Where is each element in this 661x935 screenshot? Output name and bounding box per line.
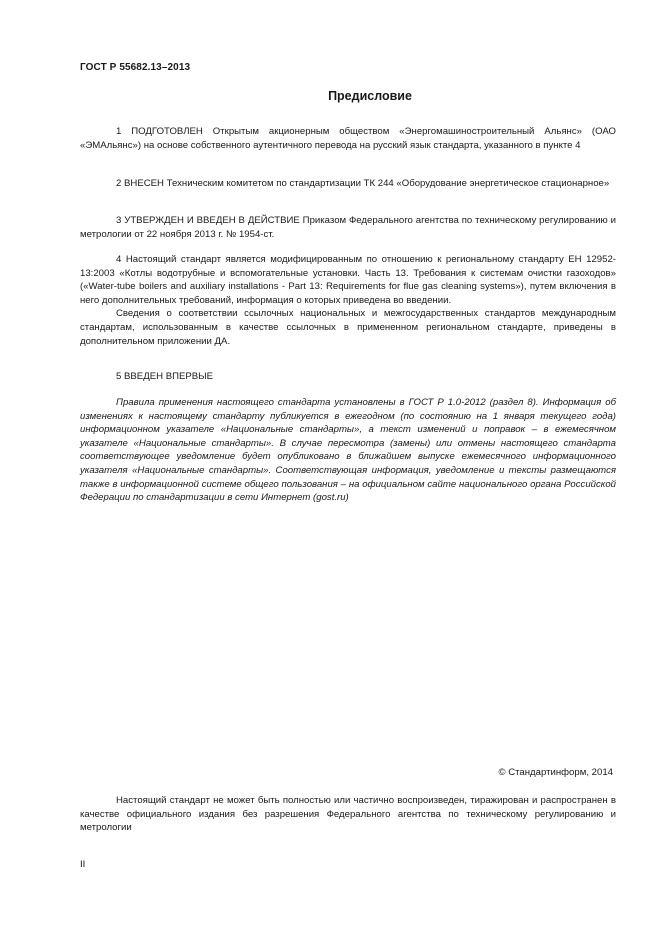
paragraph: 4 Настоящий стандарт является модифицированным по отношению к региональному стандарту ЕН 12952-13:2003 «Котлы водотрубные и вспомогательные установки. Часть 13. Требования к системам очистки газоходов» («Water-tube boilers and auxiliary installations - Part 13: Requirements for flue gas cleaning systems»), путем включения в него дополнительных требований, информация о которых приведена во введении.: [80, 254, 616, 306]
item-5-introduced: [80, 370, 616, 384]
item-2-submitted: [80, 177, 616, 191]
paragraph: Правила применения настоящего стандарта установлены в ГОСТ Р 1.0-2012 (раздел 8). Информация об изменениях к настоящему стандарту публикуется в ежегодном (по состоянию на 1 января текущего года) информационном указателе «Национальные стандарты», а текст изменений и поправок – в ежемесячном указателе «Национальные стандарты». В случае пересмотра (замены) или отмены настоящего стандарта соответствующее уведомление будет опубликовано в ближайшем выпуске ежемесячного информационного указателя «Национальные стандарты». Соответствующая информация, уведомление и тексты размещаются также в информационной системе общего пользования – на официальном сайте национального органа Российской Федерации по стандартизации в сети Интернет (gost.ru): [80, 397, 616, 504]
copyright: © Стандартинформ, 2014: [498, 767, 613, 778]
item-3-approved: [80, 214, 616, 241]
paragraph: 3 УТВЕРЖДЕН И ВВЕДЕН В ДЕЙСТВИЕ Приказом Федерального агентства по техническому регулированию и метрологии от 22 ноября 2013 г. № 1954-ст.: [80, 215, 616, 240]
paragraph: 5 ВВЕДЕН ВПЕРВЫЕ: [116, 371, 214, 382]
paragraph: 2 ВНЕСЕН Техническим комитетом по стандартизации ТК 244 «Оборудование энергетическое стационарное»: [116, 178, 610, 189]
application-notice: [80, 396, 616, 505]
item-4-modified: [80, 253, 616, 348]
paragraph: 1 ПОДГОТОВЛЕН Открытым акционерным обществом «Энергомашиностроительный Альянс» (ОАО «ЭМАльянс») на основе собственного аутентичного перевода на русский язык стандарта, указанного в пункте 4: [80, 126, 616, 151]
legal-notice: [80, 794, 616, 835]
page-title: Предисловие: [328, 89, 412, 103]
paragraph: Настоящий стандарт не может быть полностью или частично воспроизведен, тиражирован и распространен в качестве официального издания без разрешения Федерального агентства по техническому регулированию и метрологии: [80, 795, 616, 834]
item-1-prepared: [80, 125, 616, 152]
paragraph: Сведения о соответствии ссылочных национальных и межгосударственных стандартов международным стандартам, использованным в качестве ссылочных в примененном региональном стандарте, приведены в дополнительном приложении ДА.: [80, 308, 616, 347]
document-code: ГОСТ Р 55682.13–2013: [80, 62, 191, 73]
page-number: II: [80, 859, 86, 870]
